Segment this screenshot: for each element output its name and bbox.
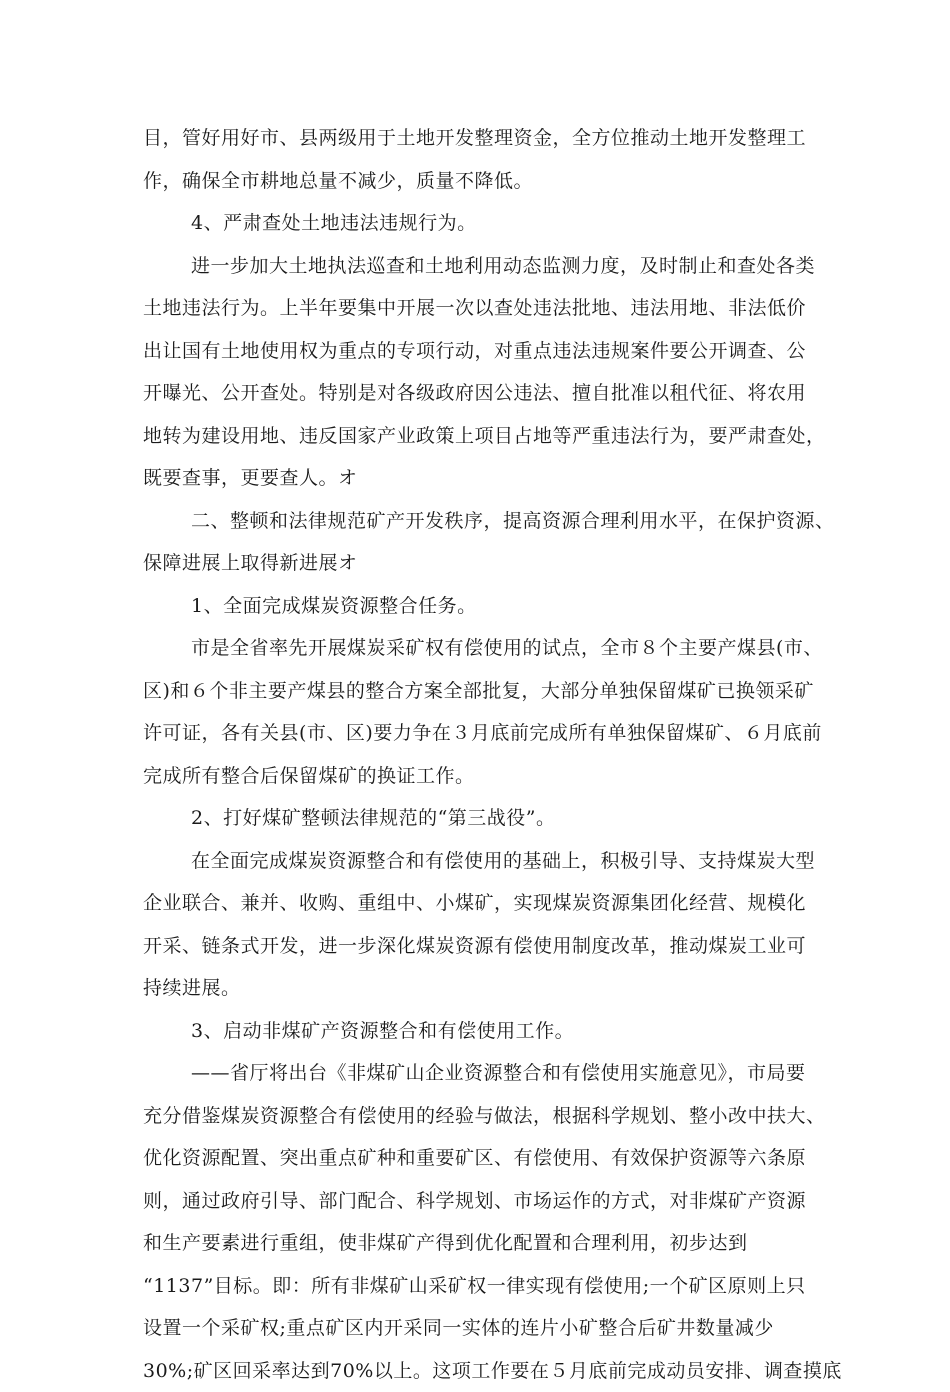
text-line: 开曝光、公开查处。特别是对各级政府因公违法、擅自批准以租代征、将农用 [143,372,823,415]
text-line: 完成所有整合后保留煤矿的换证工作。 [143,755,823,798]
text-line: 目，管好用好市、县两级用于土地开发整理资金，全方位推动土地开发整理工 [143,117,823,160]
text-line: “1137”目标。即：所有非煤矿山采矿权一律实现有偿使用;一个矿区原则上只 [143,1265,823,1308]
text-line: 4、严肃查处土地违法违规行为。 [143,202,823,245]
text-line: 在全面完成煤炭资源整合和有偿使用的基础上，积极引导、支持煤炭大型 [143,840,823,883]
text-line: 3、启动非煤矿产资源整合和有偿使用工作。 [143,1010,823,1053]
text-line: 既要查事，更要查人。オ [143,457,823,500]
text-line: 充分借鉴煤炭资源整合有偿使用的经验与做法，根据科学规划、整小改中扶大、 [143,1095,823,1138]
text-line: 开采、链条式开发，进一步深化煤炭资源有偿使用制度改革，推动煤炭工业可 [143,925,823,968]
document-body [143,117,823,1392]
text-line: 持续进展。 [143,967,823,1010]
text-line: 进一步加大土地执法巡查和土地利用动态监测力度，及时制止和查处各类 [143,245,823,288]
text-line: 1、全面完成煤炭资源整合任务。 [143,585,823,628]
text-line: 企业联合、兼并、收购、重组中、小煤矿，实现煤炭资源集团化经营、规模化 [143,882,823,925]
text-line: 30%;矿区回采率达到70%以上。这项工作要在５月底前完成动员安排、调查摸底 [143,1350,823,1392]
text-line: ——省厅将出台《非煤矿山企业资源整合和有偿使用实施意见》，市局要 [143,1052,823,1095]
text-line: 许可证，各有关县(市、区)要力争在３月底前完成所有单独保留煤矿、６月底前 [143,712,823,755]
text-line: 优化资源配置、突出重点矿种和重要矿区、有偿使用、有效保护资源等六条原 [143,1137,823,1180]
text-line: 作，确保全市耕地总量不减少，质量不降低。 [143,160,823,203]
text-line: 地转为建设用地、违反国家产业政策上项目占地等严重违法行为，要严肃查处， [143,415,823,458]
text-line: 二、整顿和法律规范矿产开发秩序，提高资源合理利用水平，在保护资源、 [143,500,823,543]
text-line: 2、打好煤矿整顿法律规范的“第三战役”。 [143,797,823,840]
text-line: 土地违法行为。上半年要集中开展一次以查处违法批地、违法用地、非法低价 [143,287,823,330]
text-line: 区)和６个非主要产煤县的整合方案全部批复，大部分单独保留煤矿已换领采矿 [143,670,823,713]
text-line: 和生产要素进行重组，使非煤矿产得到优化配置和合理利用，初步达到 [143,1222,823,1265]
text-line: 市是全省率先开展煤炭采矿权有偿使用的试点，全市８个主要产煤县(市、 [143,627,823,670]
text-line: 则，通过政府引导、部门配合、科学规划、市场运作的方式，对非煤矿产资源 [143,1180,823,1223]
text-line: 保障进展上取得新进展オ [143,542,823,585]
text-line: 出让国有土地使用权为重点的专项行动，对重点违法违规案件要公开调查、公 [143,330,823,373]
text-line: 设置一个采矿权;重点矿区内开采同一实体的连片小矿整合后矿井数量减少 [143,1307,823,1350]
